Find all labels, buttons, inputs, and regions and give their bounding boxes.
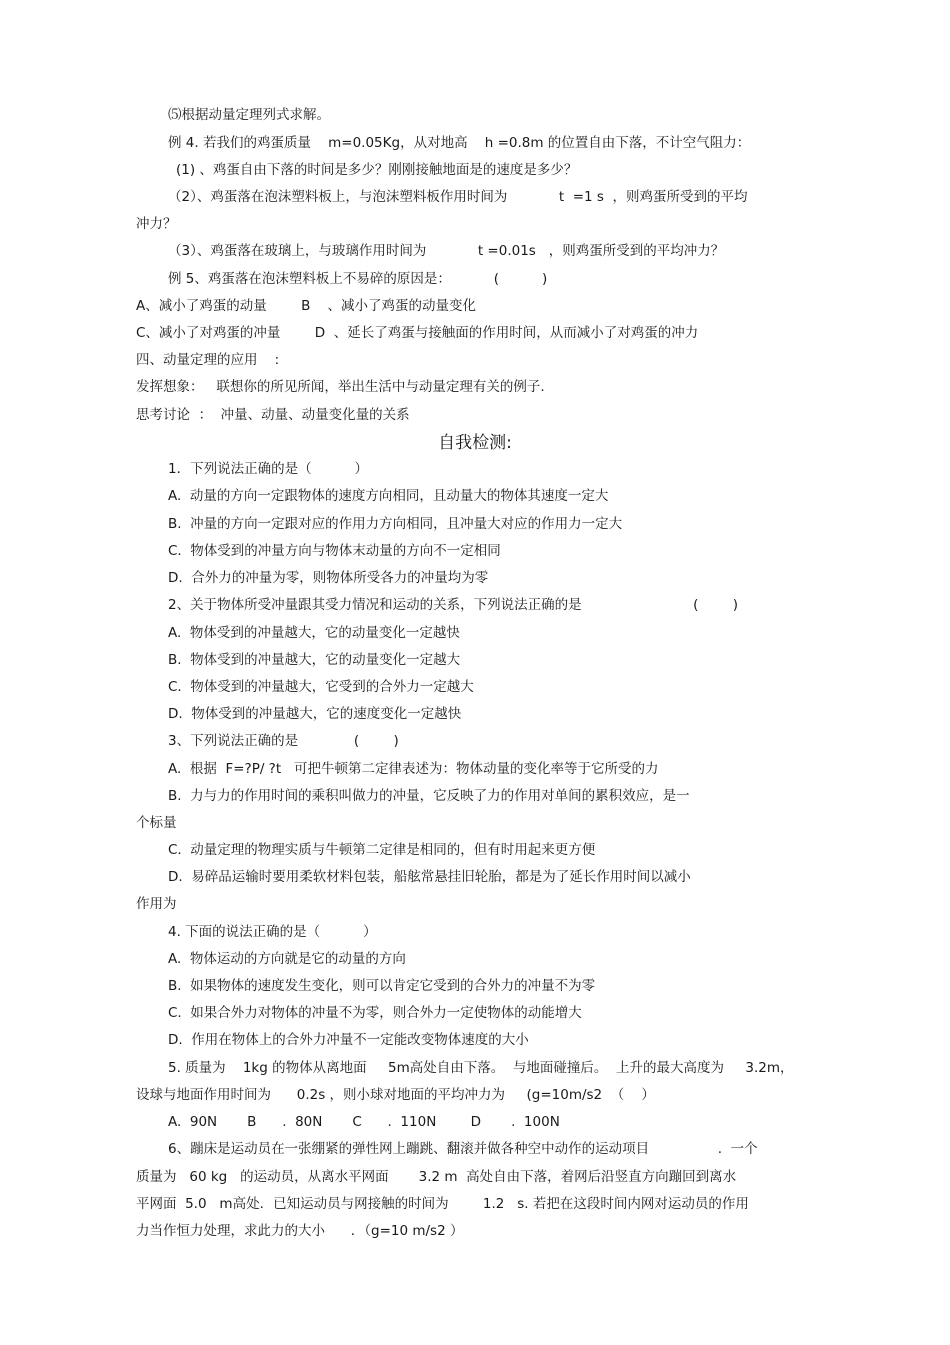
section-title: 自我检测: <box>438 433 512 453</box>
option-line: A. 根据 F=?P/ ?t 可把牛顿第二定律表述为：物体动量的变化率等于它所受的力 <box>168 761 659 777</box>
question-line: 平网面 5.0 m高处．已知运动员与网接触的时间为 1.2 s. 若把在这段时间内网对运动员的作用 <box>136 1196 749 1212</box>
option-line: B. 冲量的方向一定跟对应的作用力方向相同，且冲量大对应的作用力一定大 <box>168 516 623 532</box>
question-line: 6、蹦床是运动员在一张绷紧的弹性网上蹦跳、翻滚并做各种空中动作的运动项目 . 一个 <box>168 1141 758 1157</box>
option-line: C. 如果合外力对物体的冲量不为零，则合外力一定使物体的动能增大 <box>168 1005 582 1021</box>
text-line: （3）、鸡蛋落在玻璃上，与玻璃作用时间为 t =0.01s ，则鸡蛋所受到的平均冲力？ <box>168 243 725 259</box>
text-line: 例 4. 若我们的鸡蛋质量 m=0.05Kg，从对地高 h =0.8m 的位置自由下落，不计空气阻力： <box>168 135 751 151</box>
text-line: 发挥想象： 联想你的所见所闻，举出生活中与动量定理有关的例子. <box>136 379 545 395</box>
text-line: 思考讨论 ： 冲量、动量、动量变化量的关系 <box>136 407 410 423</box>
option-line: B. 力与力的作用时间的乘积叫做力的冲量，它反映了力的作用对单间的累积效应，是一 <box>168 788 690 804</box>
question-line: 力当作恒力处理，求此力的大小 ．（g=10 m/s2 ） <box>136 1223 464 1239</box>
option-line: 个标量 <box>136 815 177 831</box>
question-line: 3、下列说法正确的是 ( ) <box>168 733 399 749</box>
option-line: 作用为 <box>136 896 177 912</box>
text-line: 四、动量定理的应用 : <box>136 352 280 368</box>
option-line: A. 物体受到的冲量越大，它的动量变化一定越快 <box>168 625 460 641</box>
option-line: D. 合外力的冲量为零，则物体所受各力的冲量均为零 <box>168 570 489 586</box>
text-line: (1) 、鸡蛋自由下落的时间是多少？刚刚接触地面是的速度是多少？ <box>176 162 578 178</box>
option-line: B. 物体受到的冲量越大，它的动量变化一定越大 <box>168 652 461 668</box>
option-line: D. 作用在物体上的合外力冲量不一定能改变物体速度的大小 <box>168 1032 529 1048</box>
option-line: D. 物体受到的冲量越大，它的速度变化一定越快 <box>168 706 462 722</box>
option-line: A. 动量的方向一定跟物体的速度方向相同，且动量大的物体其速度一定大 <box>168 488 609 504</box>
question-line: 2、关于物体所受冲量跟其受力情况和运动的关系，下列说法正确的是 ( ) <box>168 597 739 613</box>
text-line: A、减小了鸡蛋的动量 B 、减小了鸡蛋的动量变化 <box>136 298 476 314</box>
question-line: 5. 质量为 1kg 的物体从离地面 5m高处自由下落。 与地面碰撞后。 上升的最大高度为 3.2m， <box>168 1060 794 1076</box>
option-line: C. 物体受到的冲量方向与物体末动量的方向不一定相同 <box>168 543 501 559</box>
text-line: 例 5、鸡蛋落在泡沫塑料板上不易碎的原因是： ( ) <box>168 271 548 287</box>
question-line: 设球与地面作用时间为 0.2s ，则小球对地面的平均冲力为 (g=10m/s2 （ ） <box>136 1087 655 1103</box>
question-line: 质量为 60 kg 的运动员，从离水平网面 3.2 m 高处自由下落，着网后沿竖直方向蹦回到离水 <box>136 1169 737 1185</box>
option-line: B. 如果物体的速度发生变化，则可以肯定它受到的合外力的冲量不为零 <box>168 978 596 994</box>
question-line: 1．下列说法正确的是（ ） <box>168 461 369 477</box>
option-line: A. 90N B . 80N C . 110N D . 100N <box>168 1114 560 1130</box>
question-line: 4. 下面的说法正确的是（ ） <box>168 924 377 940</box>
option-line: C. 物体受到的冲量越大，它受到的合外力一定越大 <box>168 679 474 695</box>
text-line: ⑸根据动量定理列式求解。 <box>168 107 330 123</box>
option-line: C. 动量定理的物理实质与牛顿第二定律是相同的，但有时用起来更方便 <box>168 842 596 858</box>
text-line: C、减小了对鸡蛋的冲量 D 、延长了鸡蛋与接触面的作用时间，从而减小了对鸡蛋的冲力 <box>136 325 699 341</box>
text-line: （2）、鸡蛋落在泡沫塑料板上，与泡沫塑料板作用时间为 t =1 s ，则鸡蛋所受到的平均 <box>168 189 748 205</box>
text-line: 冲力？ <box>136 216 177 232</box>
option-line: D. 易碎品运输时要用柔软材料包装，船舷常悬挂旧轮胎，都是为了延长作用时间以减小 <box>168 869 691 885</box>
option-line: A. 物体运动的方向就是它的动量的方向 <box>168 951 406 967</box>
